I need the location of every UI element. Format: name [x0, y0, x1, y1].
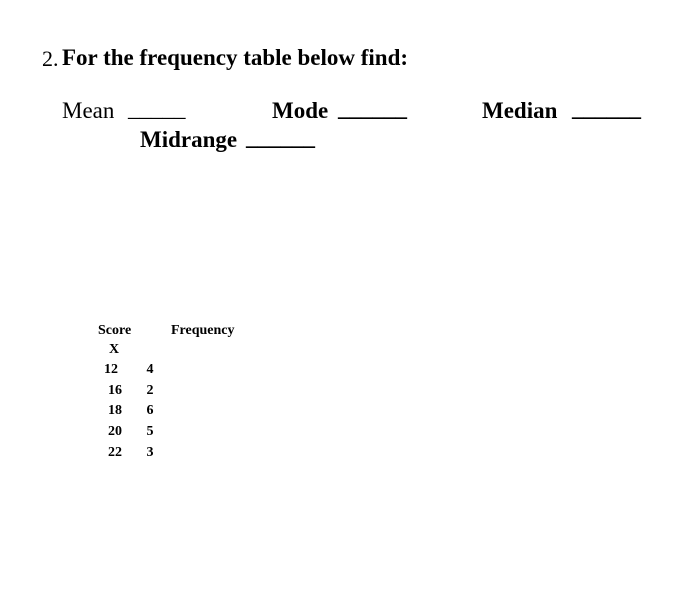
- midrange-blank: ______: [246, 125, 315, 150]
- header-score: Score: [98, 323, 132, 338]
- frequency-value: 5: [146, 424, 154, 439]
- question-text: For the frequency table below find:: [62, 45, 409, 70]
- score-value: 12: [104, 362, 118, 377]
- midrange-label: Midrange: [140, 127, 238, 152]
- mean-label: Mean: [62, 98, 115, 123]
- frequency-value: 3: [146, 445, 154, 460]
- question-number: 2.: [42, 46, 59, 71]
- frequency-value: 6: [146, 403, 154, 418]
- score-value: 20: [108, 424, 122, 439]
- score-value: 18: [108, 403, 122, 418]
- mode-label: Mode: [272, 98, 329, 123]
- median-blank: ______: [572, 96, 641, 121]
- score-value: 16: [108, 383, 122, 398]
- median-label: Median: [482, 98, 558, 123]
- score-value: 22: [108, 445, 122, 460]
- header-x: X: [109, 342, 120, 357]
- frequency-value: 4: [146, 362, 154, 377]
- frequency-value: 2: [146, 383, 154, 398]
- header-frequency: Frequency: [171, 323, 235, 338]
- mean-blank: _____: [128, 96, 186, 121]
- mode-blank: ______: [338, 96, 407, 121]
